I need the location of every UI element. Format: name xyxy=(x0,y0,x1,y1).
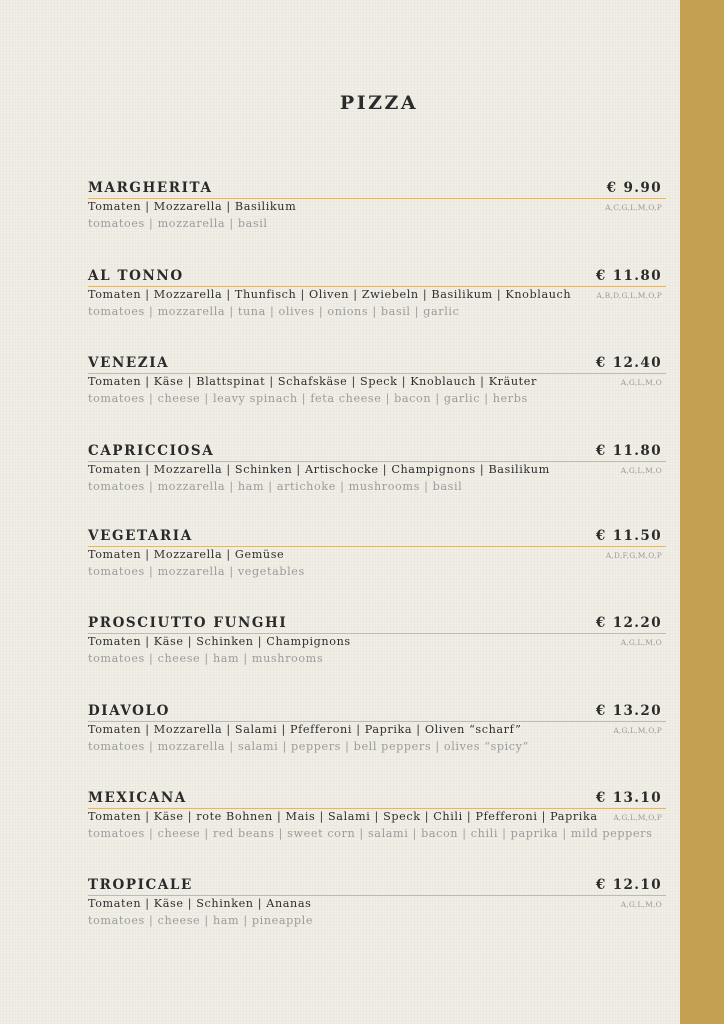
item-name: MEXICANA xyxy=(88,790,187,806)
menu-item-capricciosa xyxy=(88,443,666,507)
item-ingredients-de: Tomaten | Mozzarella | Gemüse xyxy=(88,548,285,561)
item-price: € 12.10 xyxy=(595,877,662,893)
item-allergens: A,G,L,M,O,P xyxy=(613,813,662,822)
item-allergens: A,G,L,M,O,P xyxy=(613,726,662,735)
item-price: € 11.80 xyxy=(595,443,662,459)
item-price: € 12.20 xyxy=(595,615,662,631)
menu-item-al-tonno xyxy=(88,268,666,332)
item-price: € 13.10 xyxy=(595,790,662,806)
item-ingredients-en: tomatoes | cheese | red beans | sweet corn | salami | bacon | chili | paprika | mild peppers xyxy=(88,827,653,840)
menu-item-tropicale xyxy=(88,877,666,941)
item-name: MARGHERITA xyxy=(88,180,213,196)
item-ingredients-en: tomatoes | mozzarella | ham | artichoke | mushrooms | basil xyxy=(88,480,463,493)
item-name: TROPICALE xyxy=(88,877,193,893)
item-divider xyxy=(88,546,666,547)
menu-item-prosciutto-funghi xyxy=(88,615,666,679)
item-allergens: A,B,D,G,L,M,O,P xyxy=(596,291,662,300)
item-price: € 12.40 xyxy=(595,355,662,371)
item-ingredients-en: tomatoes | mozzarella | vegetables xyxy=(88,565,305,578)
item-ingredients-en: tomatoes | cheese | ham | mushrooms xyxy=(88,652,324,665)
item-price: € 9.90 xyxy=(606,180,662,196)
menu-item-venezia xyxy=(88,355,666,419)
item-allergens: A,G,L,M,O xyxy=(620,378,662,387)
item-name: DIAVOLO xyxy=(88,703,170,719)
menu-item-vegetaria xyxy=(88,528,666,592)
menu-item-margherita xyxy=(88,180,666,244)
item-ingredients-de: Tomaten | Mozzarella | Basilikum xyxy=(88,200,297,213)
item-ingredients-de: Tomaten | Mozzarella | Salami | Pfefferoni | Paprika | Oliven “scharf” xyxy=(88,723,522,736)
item-allergens: A,G,L,M,O xyxy=(620,638,662,647)
item-ingredients-en: tomatoes | mozzarella | salami | peppers | bell peppers | olives “spicy” xyxy=(88,740,529,753)
item-allergens: A,C,G,L,M,O,P xyxy=(605,203,662,212)
item-ingredients-de: Tomaten | Mozzarella | Thunfisch | Oliven | Zwiebeln | Basilikum | Knoblauch xyxy=(88,288,572,301)
item-ingredients-en: tomatoes | cheese | leavy spinach | feta cheese | bacon | garlic | herbs xyxy=(88,392,528,405)
item-allergens: A,D,F,G,M,O,P xyxy=(605,551,662,560)
item-price: € 13.20 xyxy=(595,703,662,719)
item-name: CAPRICCIOSA xyxy=(88,443,215,459)
item-divider xyxy=(88,373,666,374)
item-divider xyxy=(88,461,666,462)
item-divider xyxy=(88,721,666,722)
item-ingredients-en: tomatoes | cheese | ham | pineapple xyxy=(88,914,314,927)
item-ingredients-en: tomatoes | mozzarella | basil xyxy=(88,217,268,230)
item-ingredients-de: Tomaten | Käse | Blattspinat | Schafskäse | Speck | Knoblauch | Kräuter xyxy=(88,375,537,388)
item-allergens: A,G,L,M,O xyxy=(620,466,662,475)
item-ingredients-de: Tomaten | Mozzarella | Schinken | Artischocke | Champignons | Basilikum xyxy=(88,463,550,476)
item-allergens: A,G,L,M,O xyxy=(620,900,662,909)
gold-side-strip xyxy=(680,0,724,1024)
item-name: PROSCIUTTO FUNGHI xyxy=(88,615,288,631)
item-name: VEGETARIA xyxy=(88,528,193,544)
item-ingredients-de: Tomaten | Käse | rote Bohnen | Mais | Salami | Speck | Chili | Pfefferoni | Paprika xyxy=(88,810,598,823)
item-divider xyxy=(88,808,666,809)
page-title: PIZZA xyxy=(339,92,419,114)
item-divider xyxy=(88,286,666,287)
item-divider xyxy=(88,198,666,199)
item-price: € 11.80 xyxy=(595,268,662,284)
item-name: VENEZIA xyxy=(88,355,170,371)
item-ingredients-de: Tomaten | Käse | Schinken | Ananas xyxy=(88,897,312,910)
item-name: AL TONNO xyxy=(88,268,184,284)
item-divider xyxy=(88,895,666,896)
item-ingredients-de: Tomaten | Käse | Schinken | Champignons xyxy=(88,635,351,648)
item-ingredients-en: tomatoes | mozzarella | tuna | olives | onions | basil | garlic xyxy=(88,305,460,318)
menu-item-diavolo xyxy=(88,703,666,767)
menu-item-mexicana xyxy=(88,790,666,854)
item-price: € 11.50 xyxy=(595,528,662,544)
item-divider xyxy=(88,633,666,634)
